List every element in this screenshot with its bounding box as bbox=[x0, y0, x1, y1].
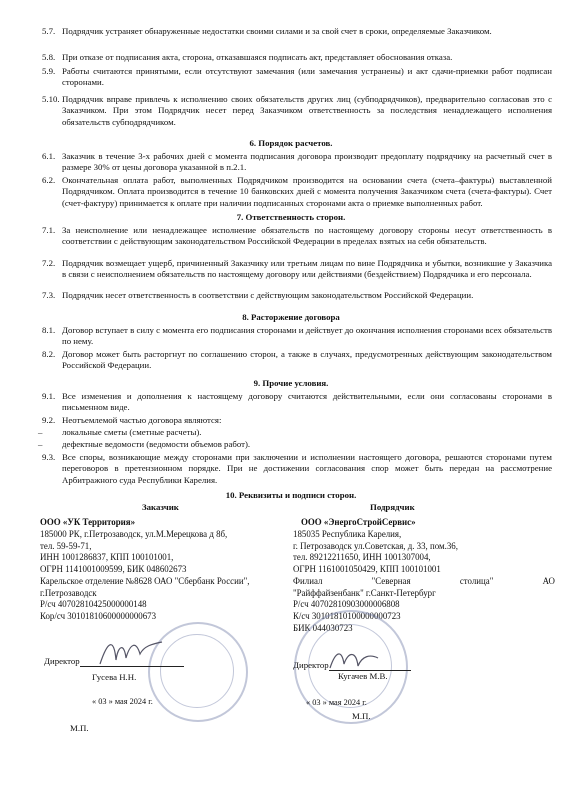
section-10-title: 10. Реквизиты и подписи сторон. bbox=[225, 490, 357, 500]
clause-text: При отказе от подписания акта, сторона, отказавшаяся подписать акт, представляет обоснования отказа. bbox=[62, 52, 453, 62]
clause-text: Окончательная оплата работ, выполненных Подрядчиком производится на основании счета (счета–фактуры) выставленной Подрядчиком. Оплата производится в течение 10 банковских дней с момента получения Заказчиком счета (счета-фактуры). Счет (счет-фактуру) принимается к оплате при наличии подписанных сторонами акта о приемке выполненных работ. bbox=[62, 175, 552, 208]
bullet-local-estimates bbox=[38, 427, 552, 438]
contractor-signer-row bbox=[293, 660, 411, 671]
clause-8-1 bbox=[42, 325, 552, 348]
contractor-line: ОГРН 1161001050429, КПП 100101001 bbox=[293, 564, 441, 574]
clause-text: За неисполнение или ненадлежащее исполнение обязательств по настоящему договору стороны несут ответственность в соответствии с действующим законодательством Российской Федерации в пределах взятых на себя обязательств. bbox=[62, 225, 552, 247]
customer-line: ОГРН 1141001009599, БИК 048602673 bbox=[40, 564, 187, 574]
contractor-line: г. Петрозаводск ул.Советская, д. 33, пом.36, bbox=[293, 540, 458, 551]
bank-suffix: АО bbox=[542, 575, 555, 586]
clause-number: 7.3. bbox=[42, 290, 56, 300]
customer-line: ИНН 1001286837, КПП 100101001, bbox=[40, 552, 174, 563]
contractor-signer-title: Директор bbox=[293, 660, 329, 670]
customer-line: г.Петрозаводск bbox=[40, 587, 97, 598]
bullet-mark: – bbox=[38, 427, 43, 437]
clause-number: 6.1. bbox=[42, 151, 56, 161]
contractor-line: К/сч 30101810100000000723 bbox=[293, 611, 401, 621]
clause-text: Подрядчик вправе привлечь к исполнению своих обязательств других лиц (субподрядчиков), предварительно согласовав это с Заказчиком. При этом Подрядчик несет перед Заказчиком ответственность за последствия ненадлежащего исполнения обязательств субподрядчиком. bbox=[62, 94, 552, 127]
bullet-text: дефектные ведомости (ведомости объемов работ). bbox=[62, 439, 251, 449]
contractor-bank-line bbox=[293, 576, 555, 588]
customer-seal-inner-ring bbox=[160, 634, 234, 708]
clause-5-7 bbox=[42, 26, 552, 37]
clause-6-1 bbox=[42, 151, 552, 174]
customer-signature bbox=[96, 634, 166, 674]
customer-line: Р/сч 40702810425000000148 bbox=[40, 599, 147, 610]
customer-sign-date: « 03 » мая 2024 г. bbox=[92, 697, 153, 706]
clause-number: 5.9. bbox=[42, 66, 56, 76]
clause-number: 5.8. bbox=[42, 52, 56, 62]
section-6-title: 6. Порядок расчетов. bbox=[249, 138, 333, 148]
clause-text: Работы считаются принятыми, если отсутствуют замечания (или замечания устранены) и акт сдачи-приемки работ подписан сторонами. bbox=[62, 66, 552, 88]
section-8-title: 8. Расторжение договора bbox=[242, 312, 340, 322]
clause-9-2 bbox=[42, 415, 552, 426]
contractor-line: тел. 89212211650, ИНН 1001307004, bbox=[293, 552, 431, 563]
customer-heading: Заказчик bbox=[142, 502, 179, 512]
clause-9-1 bbox=[42, 391, 552, 414]
contractor-seal-label: М.П. bbox=[352, 711, 371, 721]
clause-number: 5.10. bbox=[42, 94, 60, 104]
clause-number: 9.3. bbox=[42, 452, 56, 462]
clause-number: 9.2. bbox=[42, 415, 56, 425]
clause-6-2 bbox=[42, 175, 552, 209]
contractor-line: "Райффайзенбанк" г.Санкт-Петербург bbox=[293, 587, 436, 598]
clause-text: Договор может быть расторгнут по соглашению сторон, а также в случаях, предусмотренных действующим законодательством Российской Федерации. bbox=[62, 349, 552, 371]
customer-line: Карельское отделение №8628 ОАО "Сбербанк России", bbox=[40, 575, 250, 586]
clause-number: 5.7. bbox=[42, 26, 56, 36]
clause-9-3 bbox=[42, 452, 552, 486]
clause-5-8 bbox=[42, 52, 552, 63]
bank-name: "Северная bbox=[371, 575, 411, 586]
customer-name: ООО «УК Территория» bbox=[40, 517, 136, 527]
clause-7-1 bbox=[42, 225, 552, 248]
clause-number: 7.2. bbox=[42, 258, 56, 268]
clause-5-9 bbox=[42, 66, 552, 89]
clause-5-10 bbox=[42, 94, 552, 128]
clause-number: 7.1. bbox=[42, 225, 56, 235]
clause-text: Неотъемлемой частью договора являются: bbox=[62, 415, 222, 425]
contractor-line: БИК 044030723 bbox=[293, 622, 353, 633]
section-7-title: 7. Ответственность сторон. bbox=[236, 212, 346, 222]
bullet-defect-sheets bbox=[38, 439, 552, 450]
bullet-text: локальные сметы (сметные расчеты). bbox=[62, 427, 202, 437]
clause-text: Подрядчик возмещает ущерб, причиненный Заказчику или третьим лицам по вине Подрядчика и убытки, возникшие у Заказчика в связи с неисполнением обязательств по настоящему договору или действиями (бездействием) Подрядчика и его персонала. bbox=[62, 258, 552, 280]
clause-text: Подрядчик несет ответственность в соответствии с действующим законодательством Российской Федерации. bbox=[62, 290, 474, 300]
contractor-line: 185035 Республика Карелия, bbox=[293, 528, 402, 539]
customer-signer-title: Директор bbox=[44, 656, 80, 666]
contractor-line: Р/сч 40702810903000006808 bbox=[293, 599, 400, 610]
customer-line: Кор/сч 30101810600000000673 bbox=[40, 611, 157, 621]
clause-text: Договор вступает в силу с момента его подписания сторонами и действует до окончания исполнения сторонами всех обязательств по нему. bbox=[62, 325, 552, 347]
clause-number: 9.1. bbox=[42, 391, 56, 401]
contractor-sign-date: « 03 » мая 2024 г. bbox=[306, 698, 367, 707]
clause-8-2 bbox=[42, 349, 552, 372]
clause-text: Все изменения и дополнения к настоящему договору считаются действительными, если они согласованы сторонами в письменном виде. bbox=[62, 391, 552, 413]
clause-text: Заказчик в течение 3-х рабочих дней с момента подписания договора производит предоплату подрядчику на расчетный счет в размере 30% от цены договора указанной в п.2.1. bbox=[62, 151, 552, 173]
customer-signature-line bbox=[80, 666, 184, 667]
clause-number: 8.1. bbox=[42, 325, 56, 335]
clause-number: 8.2. bbox=[42, 349, 56, 359]
customer-line: 185000 РК, г.Петрозаводск, ул.М.Мерецкова д 8б, bbox=[40, 528, 228, 539]
clause-7-2 bbox=[42, 258, 552, 281]
customer-requisites bbox=[40, 517, 249, 623]
bank-prefix: Филиал bbox=[293, 575, 323, 586]
customer-seal-label: М.П. bbox=[70, 723, 89, 733]
clause-7-3 bbox=[42, 290, 552, 301]
clause-text: Подрядчик устраняет обнаруженные недостатки своими силами и за свой счет в сроки, определяемые Заказчиком. bbox=[62, 26, 492, 36]
customer-signer-name: Гусева Н.Н. bbox=[92, 672, 137, 682]
clause-text: Все споры, возникающие между сторонами при заключении и исполнении настоящего договора, решаются сторонами путем переговоров в претензионном порядке. При не достижении согласования спор может быть передан на рассмотрение Арбитражного суда Республики Карелия. bbox=[62, 452, 552, 485]
contractor-name: ООО «ЭнергоСтройСервис» bbox=[301, 517, 416, 527]
customer-line: тел. 59-59-71, bbox=[40, 540, 92, 551]
contractor-signer-name: Кугачев М.В. bbox=[338, 671, 388, 681]
customer-signer-row bbox=[44, 656, 184, 667]
bank-name-2: столица" bbox=[459, 575, 494, 586]
contractor-heading: Подрядчик bbox=[370, 502, 415, 512]
section-9-title: 9. Прочие условия. bbox=[253, 378, 329, 388]
clause-number: 6.2. bbox=[42, 175, 56, 185]
bullet-mark: – bbox=[38, 439, 43, 449]
